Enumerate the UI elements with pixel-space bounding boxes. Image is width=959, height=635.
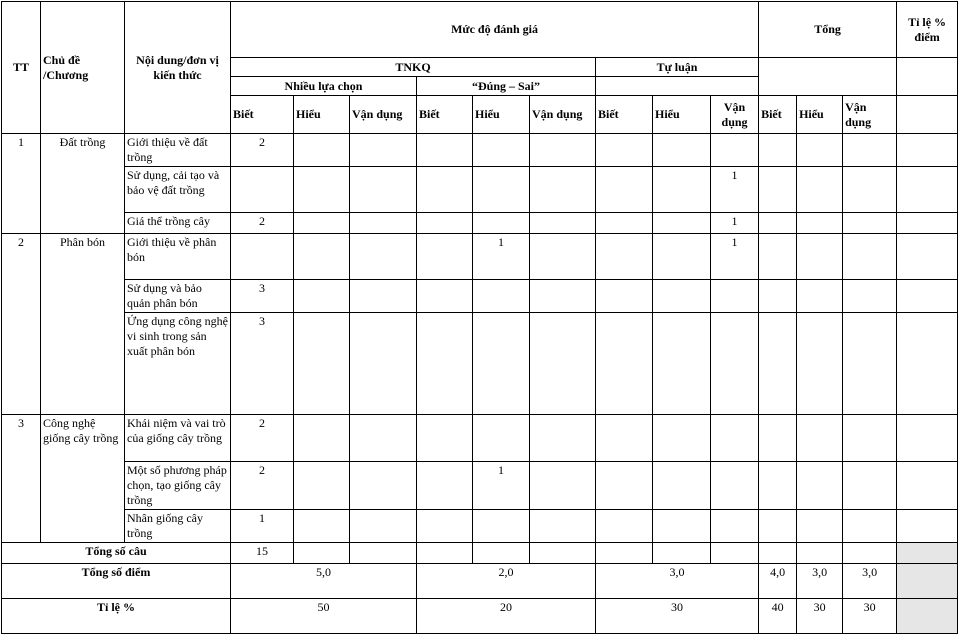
header-dung-sai: “Đúng – Sai” [417, 77, 596, 96]
level-ds-biet: Biết [417, 96, 473, 134]
content-cell: Giới thiệu về đất trồng [125, 134, 231, 167]
topic-name: Công nghệ giống cây trồng [41, 415, 125, 543]
level-tong-hieu: Hiểu [797, 96, 843, 134]
total-points-row: Tổng số điểm 5,0 2,0 3,0 4,0 3,0 3,0 [2, 564, 958, 599]
total-questions-label: Tổng số câu [2, 543, 231, 564]
content-cell: Sử dụng và bảo quản phân bón [125, 280, 231, 313]
content-cell: Khái niệm và vai trò của giống cây trồng [125, 415, 231, 462]
level-tl-hieu: Hiểu [653, 96, 711, 134]
level-ds-van-dung: Vận dụng [530, 96, 596, 134]
header-noi-dung: Nội dung/đơn vị kiến thức [125, 2, 231, 134]
table-row: 3 Công nghệ giống cây trồng Khái niệm và vai trò của giống cây trồng 2 [2, 415, 958, 462]
content-cell: Giá thể trồng cây [125, 213, 231, 234]
table-row: Sử dụng, cải tạo và bảo vệ đất trồng 1 [2, 167, 958, 213]
level-tong-van-dung: Vận dụng [843, 96, 897, 134]
assessment-matrix-table [1, 1, 958, 634]
topic-tt: 3 [2, 415, 41, 543]
header-muc-do-danh-gia: Mức độ đánh giá [231, 2, 759, 58]
level-tl-van-dung: Vận dụng [711, 96, 759, 134]
header-tu-luan: Tự luận [596, 58, 759, 77]
level-tl-biet: Biết [596, 96, 653, 134]
total-points-label: Tổng số điểm [2, 564, 231, 599]
header-tong: Tổng [759, 2, 897, 58]
content-cell: Ứng dụng công nghệ vi sinh trong sản xuất phân bón [125, 313, 231, 415]
table-row: Ứng dụng công nghệ vi sinh trong sản xuất phân bón 3 [2, 313, 958, 415]
table-row: 1 Đất trồng Giới thiệu về đất trồng 2 [2, 134, 958, 167]
content-cell: Giới thiệu về phân bón [125, 234, 231, 280]
table-row: 2 Phân bón Giới thiệu về phân bón 1 1 [2, 234, 958, 280]
level-mc-van-dung: Vận dụng [350, 96, 417, 134]
total-questions-value: 15 [231, 543, 294, 564]
level-mc-hieu: Hiểu [294, 96, 350, 134]
percent-label: Tỉ lệ % [2, 599, 231, 634]
header-ti-le: Tỉ lệ % điểm [897, 2, 958, 58]
level-mc-biet: Biết [231, 96, 294, 134]
table-row: Sử dụng và bảo quản phân bón 3 [2, 280, 958, 313]
content-cell: Nhân giống cây trồng [125, 510, 231, 543]
content-cell: Sử dụng, cải tạo và bảo vệ đất trồng [125, 167, 231, 213]
table-row: Giá thể trồng cây 2 1 [2, 213, 958, 234]
topic-tt: 2 [2, 234, 41, 415]
topic-name: Phân bón [41, 234, 125, 415]
header-tnkq: TNKQ [231, 58, 596, 77]
header-nhieu-lua-chon: Nhiều lựa chọn [231, 77, 417, 96]
table-row: Nhân giống cây trồng 1 [2, 510, 958, 543]
topic-name: Đất trồng [41, 134, 125, 234]
content-cell: Một số phương pháp chọn, tạo giống cây trồng [125, 462, 231, 510]
total-questions-row [2, 543, 958, 564]
header-chu-de: Chủ đề /Chương [41, 2, 125, 134]
topic-tt: 1 [2, 134, 41, 234]
header-tt: TT [2, 2, 41, 134]
percent-row: Tỉ lệ % 50 20 30 40 30 30 [2, 599, 958, 634]
level-ds-hieu: Hiểu [473, 96, 530, 134]
level-tong-biet: Biết [759, 96, 797, 134]
table-row: Một số phương pháp chọn, tạo giống cây trồng 2 1 [2, 462, 958, 510]
